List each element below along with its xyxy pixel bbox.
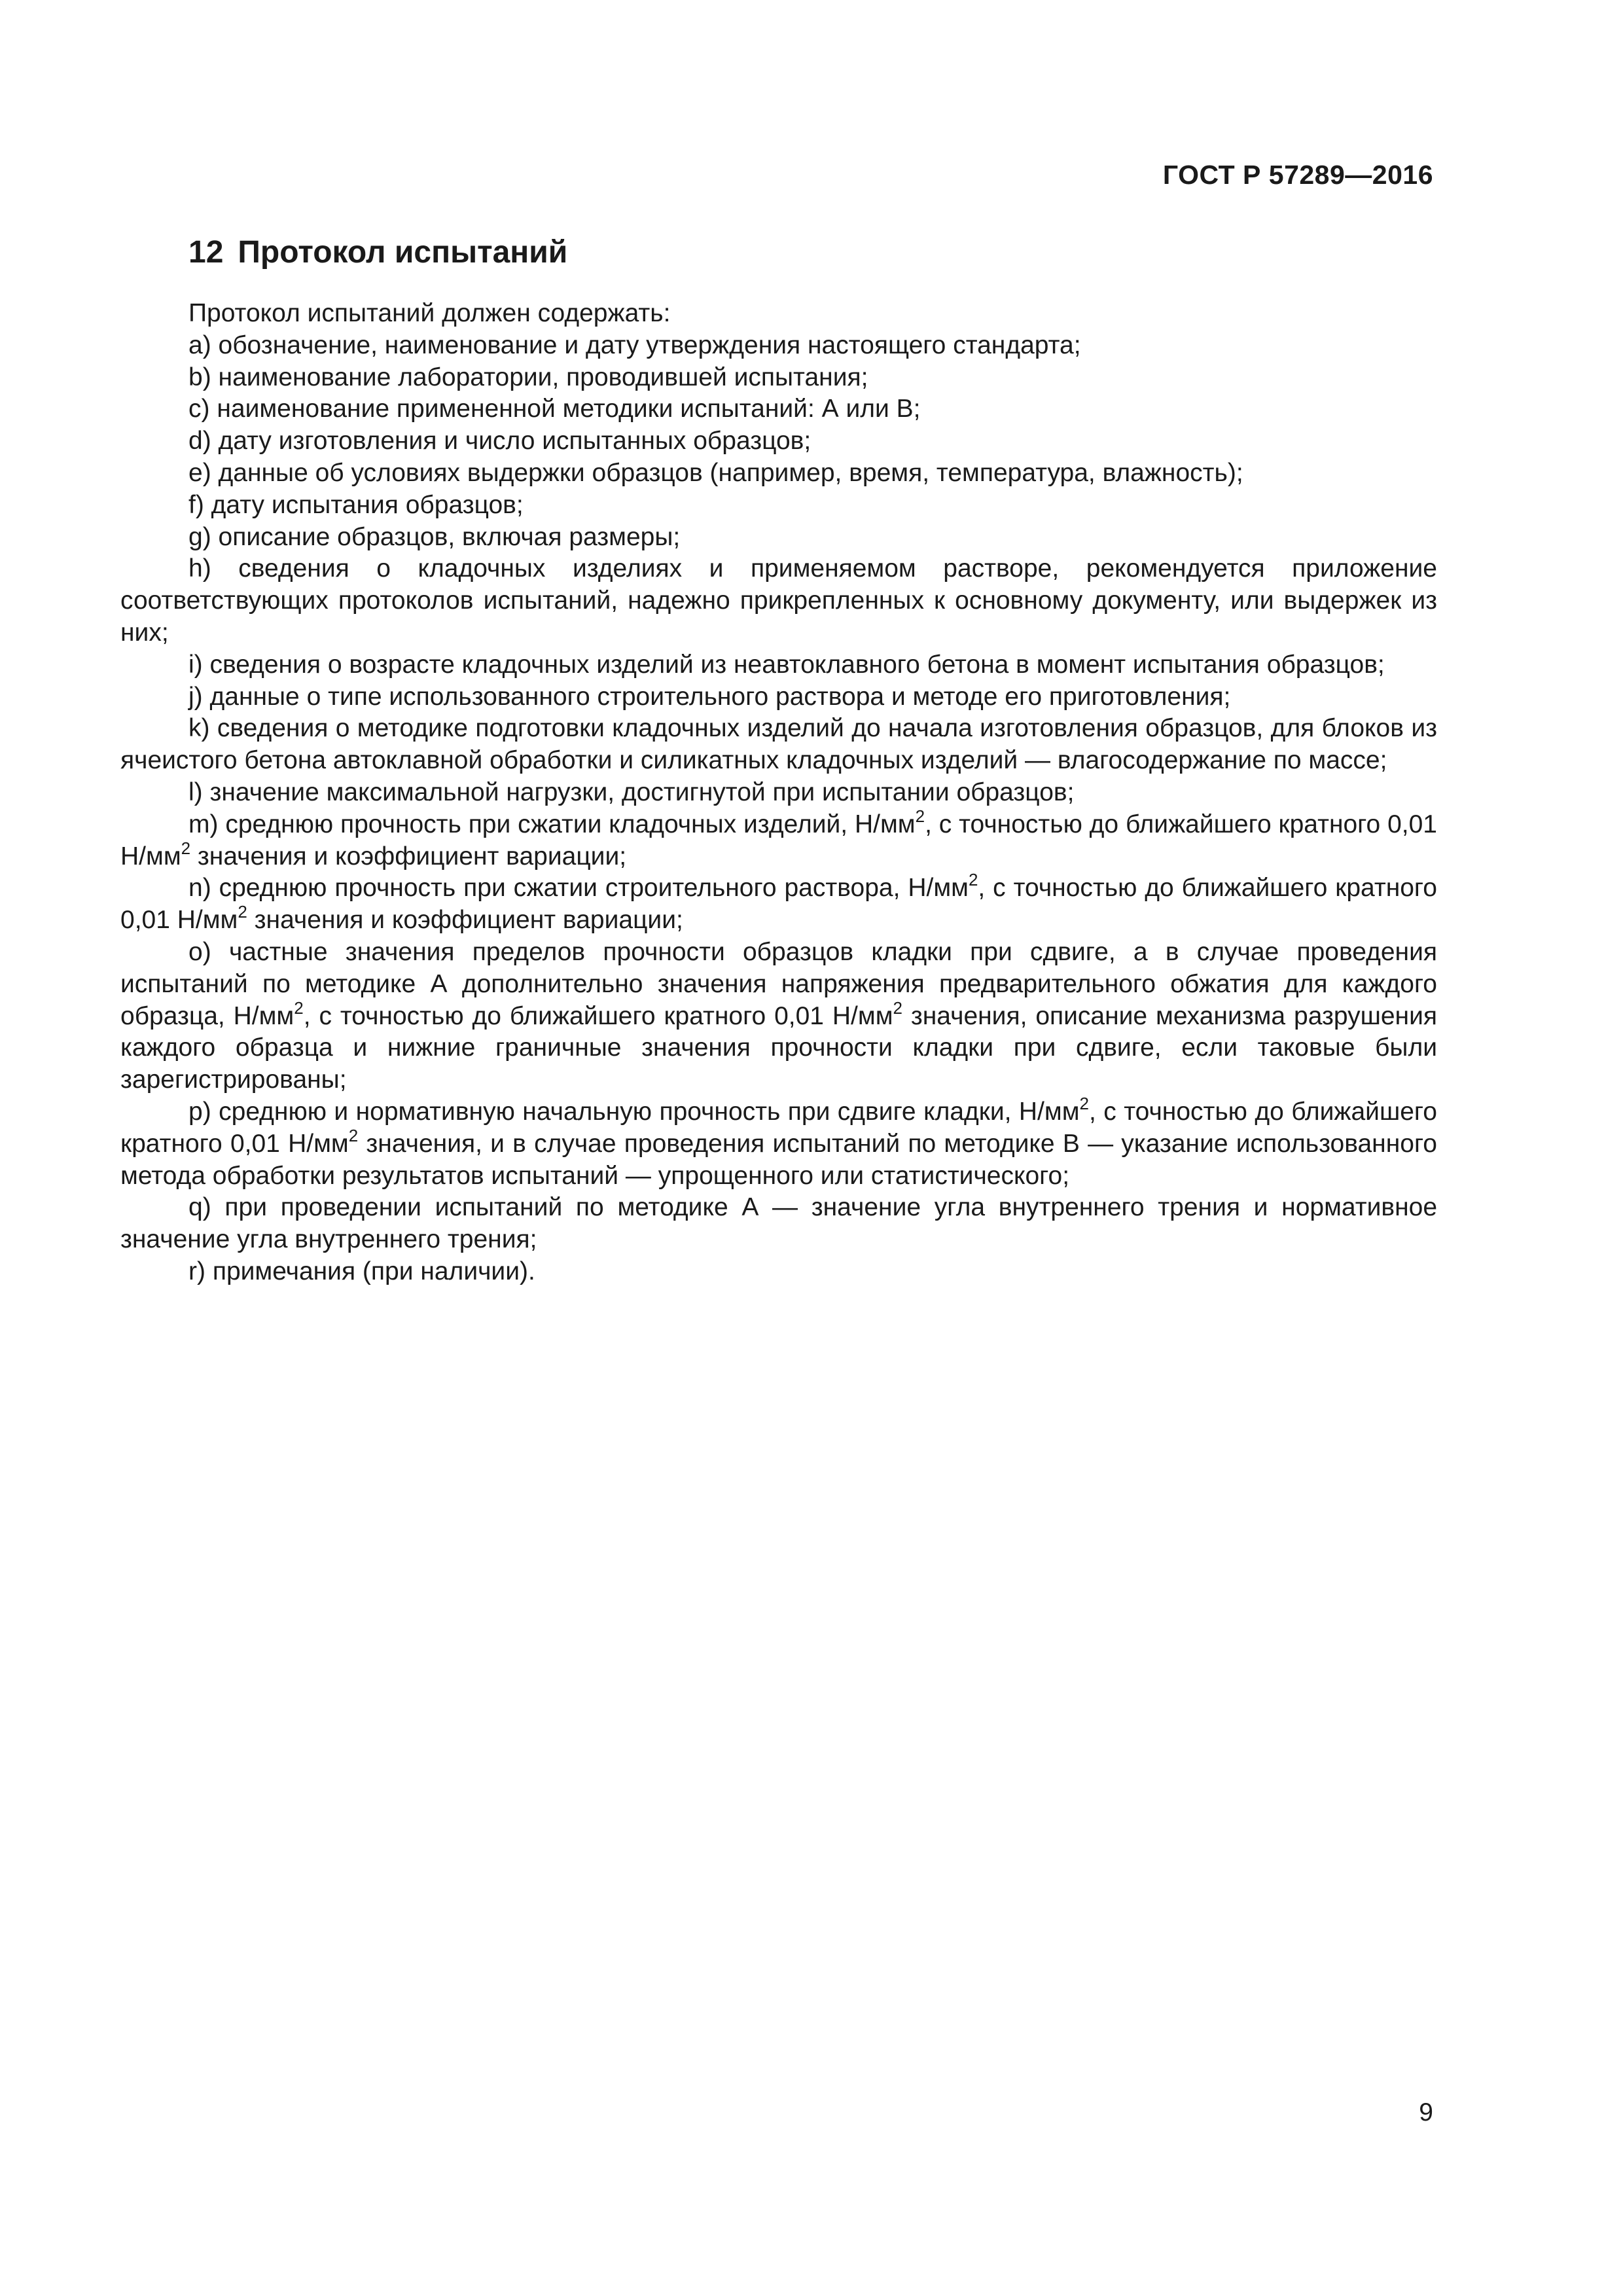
section-heading bbox=[188, 234, 567, 270]
page-number: 9 bbox=[1419, 2098, 1433, 2126]
list-item-h bbox=[120, 553, 1437, 649]
item-text: , с точностью до ближайшего кратного 0,01 Н/мм bbox=[303, 1001, 893, 1030]
item-letter: h) bbox=[188, 554, 211, 583]
item-text: дату изготовления и число испытанных образцов; bbox=[218, 427, 812, 456]
item-text: , с точностью до ближайшего кратного 0,01 Н/мм bbox=[120, 1097, 1437, 1158]
superscript: 2 bbox=[181, 838, 191, 858]
section-body bbox=[120, 298, 1437, 1288]
item-text: сведения о методике подготовки кладочных изделий до начала изготовления образцов, для блоков из ячеистого бетона автоклавной обработки и силикатных кладочных изделий — влагосодержание по массе; bbox=[120, 714, 1437, 775]
item-text: значения, описание механизма разрушения каждого образца и нижние граничные значения прочности кладки при сдвиге, если таковые были зарегистрированы; bbox=[120, 1001, 1438, 1094]
item-text: среднюю прочность при сжатии строительного раствора, Н/мм bbox=[219, 874, 969, 903]
item-text: среднюю прочность при сжатии кладочных изделий, Н/мм bbox=[225, 810, 916, 838]
list-item-g bbox=[120, 522, 1437, 554]
superscript: 2 bbox=[893, 997, 902, 1018]
item-text: дату испытания образцов; bbox=[211, 490, 524, 519]
item-text: данные об условиях выдержки образцов (например, время, температура, влажность); bbox=[218, 458, 1243, 487]
list-item-m bbox=[120, 806, 1437, 873]
list-item-o bbox=[120, 937, 1437, 1096]
document-code: ГОСТ Р 57289—2016 bbox=[1162, 160, 1433, 190]
item-letter: g) bbox=[188, 522, 211, 551]
superscript: 2 bbox=[1079, 1093, 1089, 1113]
item-text: описание образцов, включая размеры; bbox=[218, 522, 681, 551]
item-text: значения и коэффициент вариации; bbox=[190, 842, 627, 870]
list-item-e bbox=[120, 457, 1437, 490]
item-text: сведения о возрасте кладочных изделий из неавтоклавного бетона в момент испытания образцов; bbox=[209, 650, 1385, 679]
list-item-r bbox=[120, 1256, 1437, 1288]
item-text: наименование примененной методики испытаний: А или В; bbox=[217, 395, 921, 423]
item-text: обозначение, наименование и дату утверждения настоящего стандарта; bbox=[218, 331, 1081, 359]
list-item-p bbox=[120, 1093, 1437, 1192]
item-text: сведения о кладочных изделиях и применяемом растворе, рекомендуется приложение соответствующих протоколов испытаний, надежно прикрепленных к основному документу, или выдержек из них; bbox=[120, 554, 1437, 647]
superscript: 2 bbox=[968, 870, 978, 890]
superscript: 2 bbox=[294, 997, 304, 1018]
item-text: значения и коэффициент вариации; bbox=[247, 906, 683, 935]
item-letter: f) bbox=[188, 490, 204, 519]
item-letter: l) bbox=[188, 778, 203, 806]
item-letter: a) bbox=[188, 331, 211, 359]
list-item-n bbox=[120, 872, 1437, 937]
item-text: данные о типе использованного строительного раствора и методе его приготовления; bbox=[209, 682, 1231, 711]
superscript: 2 bbox=[348, 1125, 359, 1145]
superscript: 2 bbox=[238, 902, 247, 922]
item-letter: k) bbox=[188, 714, 210, 743]
intro-paragraph: Протокол испытаний должен содержать: bbox=[188, 299, 671, 327]
item-letter: c) bbox=[188, 395, 210, 423]
list-item-b bbox=[120, 362, 1437, 394]
item-letter: j) bbox=[188, 682, 203, 711]
list-item-a bbox=[120, 330, 1437, 362]
item-text: значение максимальной нагрузки, достигнутой при испытании образцов; bbox=[209, 778, 1075, 806]
item-text: среднюю и нормативную начальную прочность при сдвиге кладки, Н/мм bbox=[219, 1097, 1080, 1126]
item-letter: m) bbox=[188, 810, 219, 838]
item-letter: i) bbox=[188, 650, 203, 679]
list-item-q bbox=[120, 1192, 1437, 1256]
item-text: частные значения пределов прочности образцов кладки при сдвиге, а в случае проведения испытаний по методике А дополнительно значения напряжения предварительного обжатия для каждого образца, Н/мм bbox=[120, 937, 1437, 1030]
list-item-d bbox=[120, 425, 1437, 457]
item-letter: n) bbox=[188, 874, 211, 903]
item-text: значения, и в случае проведения испытаний по методике В — указание использованного метода обработки результатов испытаний — упрощенного или статистического; bbox=[120, 1129, 1437, 1190]
item-letter: r) bbox=[188, 1257, 205, 1285]
list-item-f bbox=[120, 490, 1437, 522]
list-item-k bbox=[120, 713, 1437, 777]
item-text: примечания (при наличии). bbox=[212, 1257, 535, 1285]
list-item-j bbox=[120, 681, 1437, 713]
item-letter: b) bbox=[188, 363, 211, 391]
section-title-text: Протокол испытаний bbox=[238, 235, 568, 270]
item-text: наименование лаборатории, проводившей испытания; bbox=[218, 363, 868, 391]
item-text: , с точностью до ближайшего кратного 0,01 Н/мм bbox=[120, 810, 1437, 870]
item-letter: o) bbox=[188, 937, 211, 966]
item-letter: q) bbox=[188, 1193, 211, 1222]
item-text: при проведении испытаний по методике А — значение угла внутреннего трения и нормативное значение угла внутреннего трения; bbox=[120, 1193, 1438, 1254]
list-item-i bbox=[120, 649, 1437, 681]
list-item-l bbox=[120, 777, 1437, 809]
item-text: , с точностью до ближайшего кратного 0,01 Н/мм bbox=[120, 874, 1437, 935]
item-letter: e) bbox=[188, 458, 211, 487]
item-letter: d) bbox=[188, 427, 211, 456]
section-number: 12 bbox=[188, 235, 224, 270]
item-letter: p) bbox=[188, 1097, 211, 1126]
list-item-c bbox=[120, 393, 1437, 425]
superscript: 2 bbox=[915, 806, 925, 826]
